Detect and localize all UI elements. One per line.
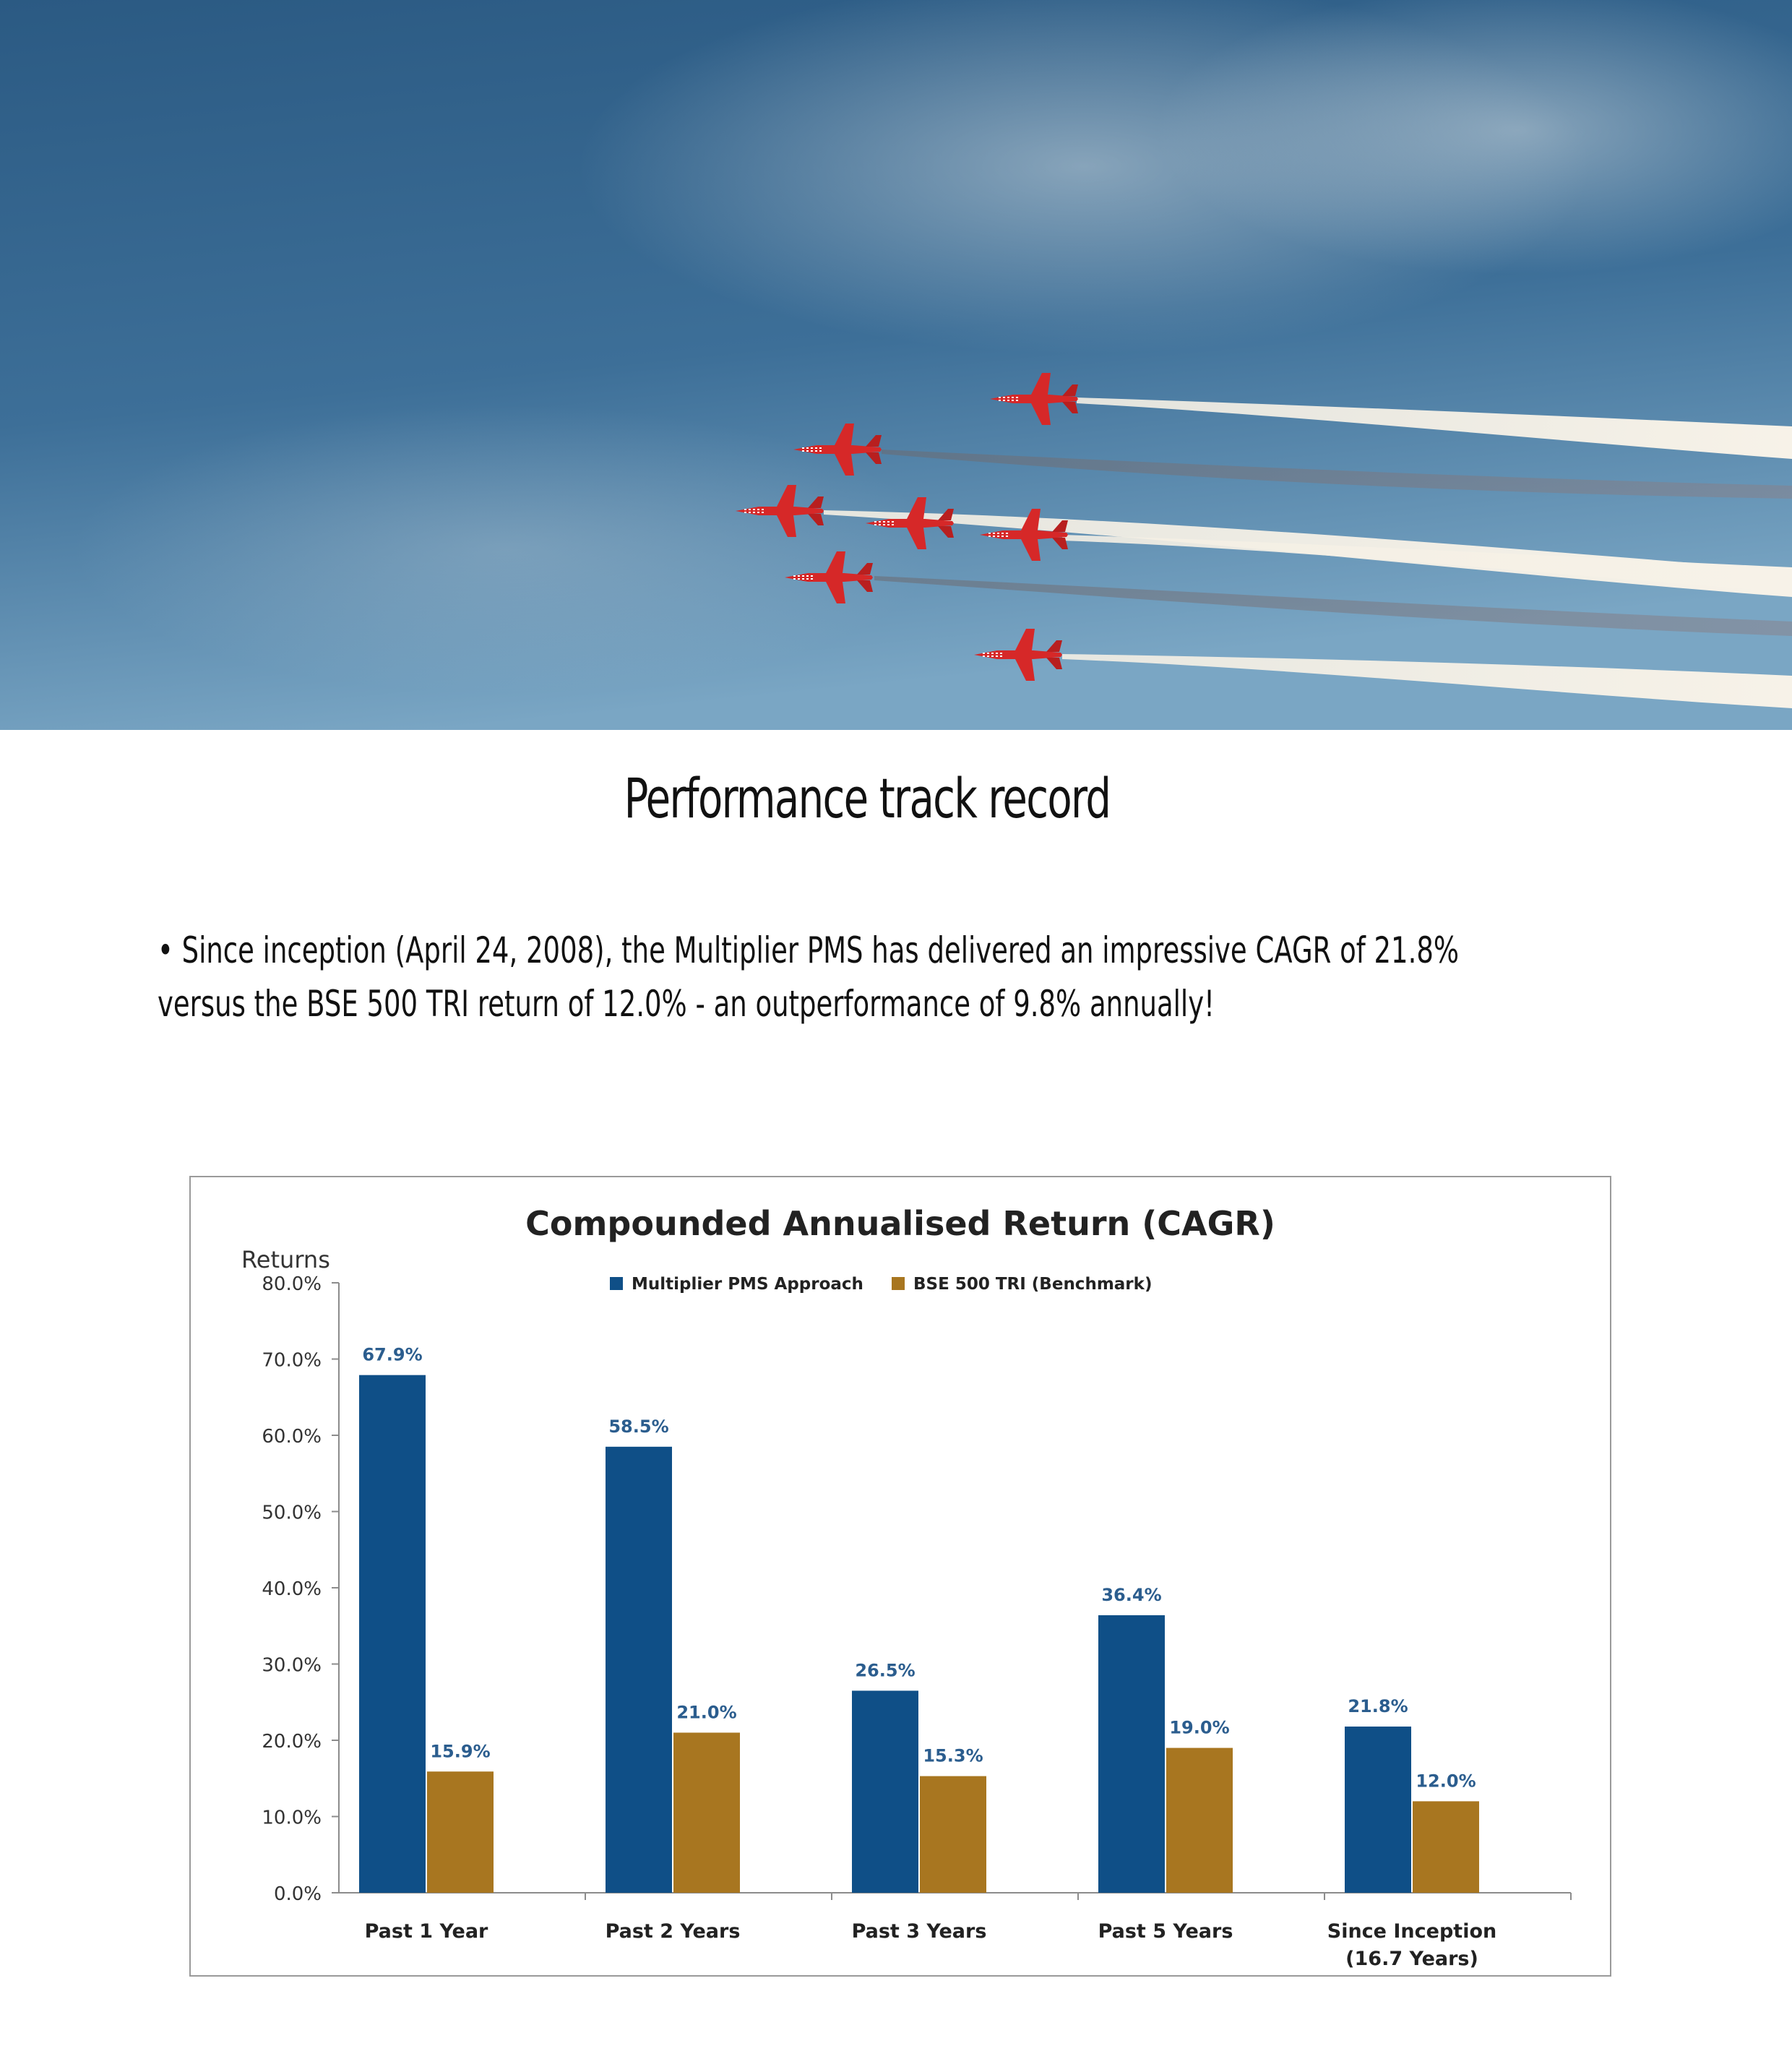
bar-value-label: 21.8% xyxy=(1348,1696,1408,1717)
bar-value-label: 12.0% xyxy=(1416,1771,1476,1792)
y-tick-label: 30.0% xyxy=(262,1654,322,1677)
bar-benchmark xyxy=(1413,1801,1479,1893)
bar-benchmark xyxy=(920,1776,986,1893)
bar-pms xyxy=(606,1447,672,1893)
y-tick-label: 10.0% xyxy=(262,1807,322,1829)
chart-title: Compounded Annualised Return (CAGR) xyxy=(525,1204,1275,1243)
bar-value-label: 36.4% xyxy=(1101,1584,1162,1605)
summary-line-1: • Since inception (April 24, 2008), the Multiplier PMS has delivered an impressive CAGR of 21.8% xyxy=(158,929,1460,971)
legend-swatch xyxy=(610,1277,623,1290)
page-title: Performance track record xyxy=(624,766,1111,830)
y-tick-label: 70.0% xyxy=(262,1349,322,1372)
bar-value-label: 15.9% xyxy=(430,1741,491,1762)
y-tick-label: 80.0% xyxy=(262,1273,322,1295)
cagr-chart-svg xyxy=(191,1177,1610,1975)
summary-line-2: versus the BSE 500 TRI return of 12.0% - an outperformance of 9.8% annually! xyxy=(158,983,1215,1025)
x-category-label: Past 5 Years xyxy=(1098,1920,1233,1943)
cagr-chart xyxy=(189,1176,1611,1977)
x-category-label: (16.7 Years) xyxy=(1345,1948,1478,1970)
bar-pms xyxy=(852,1690,918,1893)
bar-value-label: 15.3% xyxy=(923,1745,983,1766)
x-category-label: Since Inception xyxy=(1327,1920,1497,1943)
legend-label: Multiplier PMS Approach xyxy=(632,1275,863,1294)
bar-value-label: 67.9% xyxy=(362,1344,423,1365)
summary-bullet xyxy=(158,924,1655,1031)
legend-swatch xyxy=(892,1277,905,1290)
y-tick-label: 20.0% xyxy=(262,1731,322,1753)
bar-benchmark xyxy=(427,1771,494,1893)
chart-bars xyxy=(359,1345,1479,1893)
y-tick-label: 50.0% xyxy=(262,1502,322,1524)
bar-pms xyxy=(359,1375,426,1893)
bar-value-label: 19.0% xyxy=(1169,1717,1230,1738)
bar-value-label: 21.0% xyxy=(676,1702,737,1723)
legend-label: BSE 500 TRI (Benchmark) xyxy=(913,1275,1153,1294)
bar-pms xyxy=(1345,1727,1411,1893)
bar-benchmark xyxy=(1166,1748,1233,1893)
chart-ylabel: Returns xyxy=(241,1246,330,1273)
bar-pms xyxy=(1098,1615,1165,1893)
chart-legend xyxy=(610,1275,1152,1294)
bar-benchmark xyxy=(673,1732,740,1893)
x-category-label: Past 1 Year xyxy=(364,1920,488,1943)
bar-value-label: 58.5% xyxy=(608,1416,669,1437)
x-category-label: Past 2 Years xyxy=(605,1920,741,1943)
bar-value-label: 26.5% xyxy=(855,1660,916,1681)
y-tick-label: 40.0% xyxy=(262,1578,322,1600)
y-tick-label: 0.0% xyxy=(273,1883,322,1905)
y-tick-label: 60.0% xyxy=(262,1426,322,1448)
x-category-label: Past 3 Years xyxy=(851,1920,987,1943)
hero-image xyxy=(0,0,1792,730)
